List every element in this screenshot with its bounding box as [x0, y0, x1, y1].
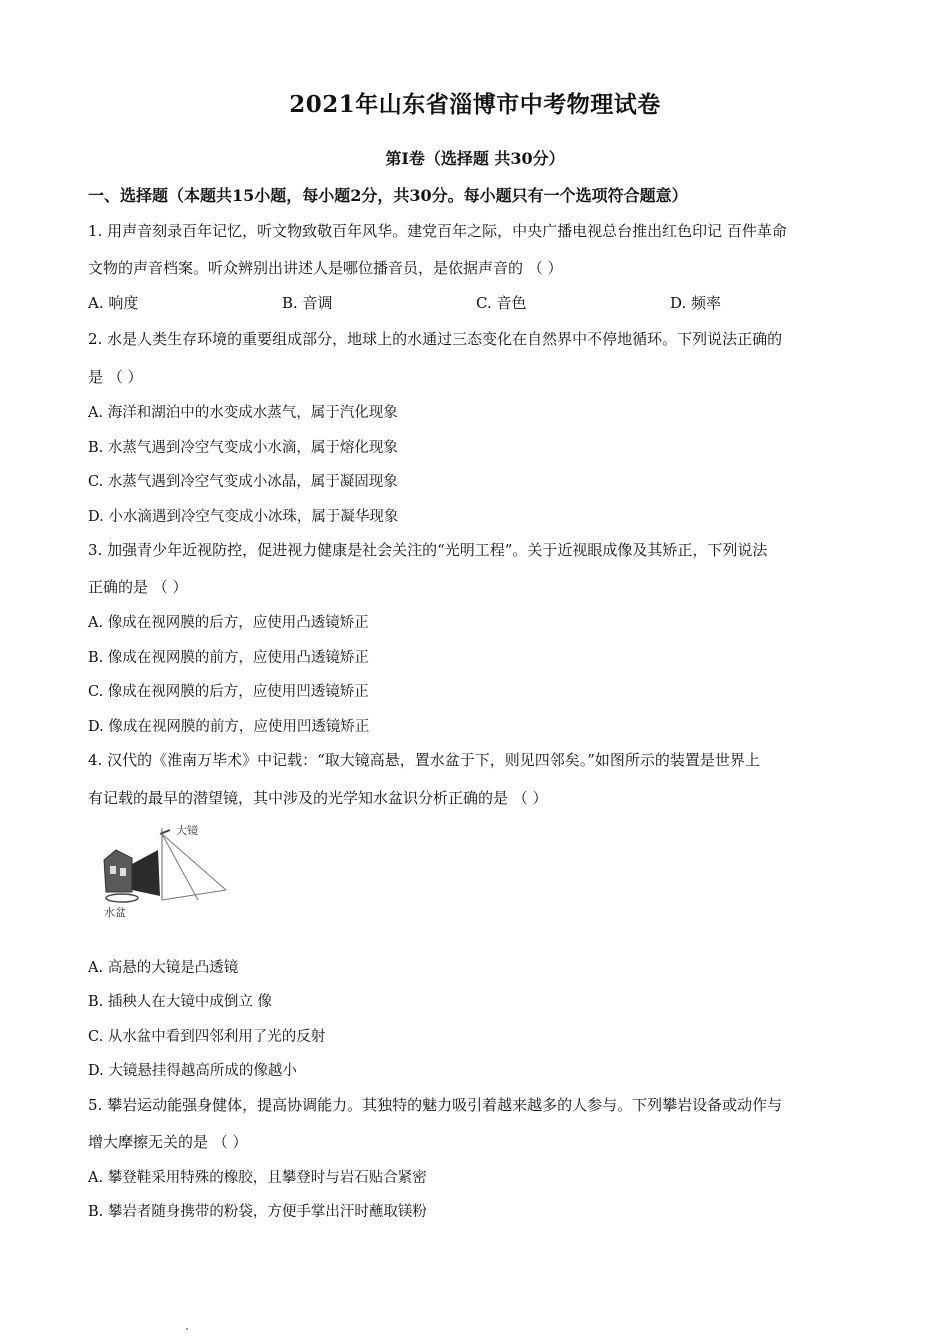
q5-option-a: A. 攀登鞋采用特殊的橡胶，且攀登时与岩石贴合紧密: [88, 1170, 427, 1186]
mirror-label: 大镜: [176, 824, 198, 837]
q3-stem-line2: 正确的是 （ ）: [88, 578, 188, 596]
basin-shape: [106, 894, 138, 902]
house-window: [120, 868, 126, 876]
q2-option-a: A. 海洋和湖泊中的水变成水蒸气，属于汽化现象: [88, 405, 398, 421]
q3-option-b: B. 像成在视网膜的前方，应使用凸透镜矫正: [88, 650, 369, 666]
basin-label: 水盆: [104, 906, 126, 919]
q1-option-a: A. 响度: [88, 294, 139, 312]
house-window: [110, 866, 116, 874]
q2-stem-line1: 2. 水是人类生存环境的重要组成部分，地球上的水通过三态变化在自然界中不停地循环。下列说法正确的: [88, 330, 783, 348]
house-shape: [104, 850, 132, 892]
q4-stem-line2: 有记载的最早的潜望镜，其中涉及的光学知水盆识分析正确的是 （ ）: [88, 789, 548, 807]
part-subtitle: 第I卷（选择题 共30分）: [385, 149, 565, 168]
q2-option-c: C. 水蒸气遇到冷空气变成小冰晶，属于凝固现象: [88, 474, 398, 490]
q4-option-d: D. 大镜悬挂得越高所成的像越小: [88, 1063, 297, 1079]
dark-body: [132, 850, 160, 896]
q3-option-a: A. 像成在视网膜的后方，应使用凸透镜矫正: [88, 615, 369, 631]
q5-stem-line2: 增大摩擦无关的是 （ ）: [88, 1133, 248, 1151]
q3-option-d: D. 像成在视网膜的前方，应使用凹透镜矫正: [88, 719, 370, 735]
q1-option-c: C. 音色: [476, 294, 527, 312]
periscope-figure: [98, 820, 238, 920]
section-heading: 一、选择题（本题共15小题，每小题2分，共30分。每小题只有一个选项符合题意）: [88, 186, 688, 205]
exam-title: 2021年山东省淄博市中考物理试卷: [289, 91, 661, 118]
q4-option-b: B. 插秧人在大镜中成倒立 像: [88, 994, 272, 1010]
q1-option-b: B. 音调: [282, 294, 333, 312]
q2-option-b: B. 水蒸气遇到冷空气变成小水滴，属于熔化现象: [88, 440, 398, 456]
light-ray: [162, 834, 198, 900]
q4-option-a: A. 高悬的大镜是凸透镜: [88, 960, 239, 976]
q2-stem-line2: 是 （ ）: [88, 368, 143, 386]
q1-stem-line1: 1. 用声音刻录百年记忆，听文物致敬百年风华。建党百年之际，中央广播电视总台推出红色印记 百件革命: [88, 222, 787, 240]
q4-option-c: C. 从水盆中看到四邻利用了光的反射: [88, 1029, 326, 1045]
light-ray: [162, 890, 226, 900]
q2-option-d: D. 小水滴遇到冷空气变成小冰珠，属于凝华现象: [88, 509, 399, 525]
q3-option-c: C. 像成在视网膜的后方，应使用凹透镜矫正: [88, 684, 369, 700]
q4-stem-line1: 4. 汉代的《淮南万毕术》中记载：“取大镜高悬，置水盆于下，则见四邻矣。”如图所示的装置是世界上: [88, 751, 760, 769]
page-speck: [186, 1328, 188, 1330]
light-ray: [162, 834, 226, 890]
q5-option-b: B. 攀岩者随身携带的粉袋，方便手掌出汗时蘸取镁粉: [88, 1204, 427, 1220]
q1-stem-line2: 文物的声音档案。听众辨别出讲述人是哪位播音员，是依据声音的 （ ）: [88, 259, 563, 277]
q3-stem-line1: 3. 加强青少年近视防控，促进视力健康是社会关注的“光明工程”。关于近视眼成像及其矫正，下列说法: [88, 541, 768, 559]
q1-option-d: D. 频率: [670, 294, 722, 312]
q5-stem-line1: 5. 攀岩运动能强身健体，提高协调能力。其独特的魅力吸引着越来越多的人参与。下列攀岩设备或动作与: [88, 1096, 783, 1114]
